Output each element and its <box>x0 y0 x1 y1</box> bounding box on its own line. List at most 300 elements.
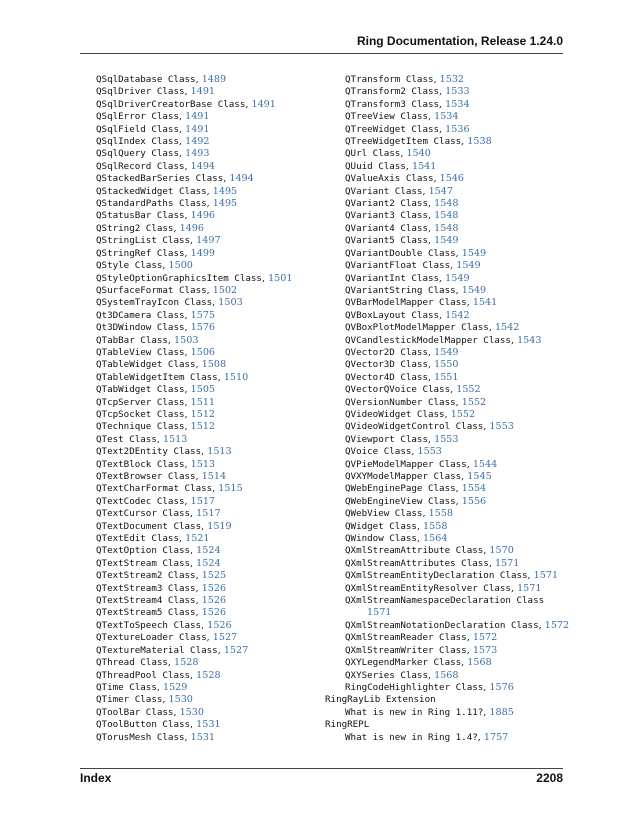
index-entry: QVector3D Class, 1550 <box>345 359 459 371</box>
index-entry: QVBarModelMapper Class, 1541 <box>345 297 498 309</box>
entry-page-link[interactable]: 1885 <box>489 706 514 718</box>
entry-name: QVersionNumber Class <box>345 396 456 408</box>
entry-page-link[interactable]: 1500 <box>168 260 193 272</box>
index-entry: QVariantString Class, 1549 <box>345 284 487 296</box>
index-entry: QXYLegendMarker Class, 1568 <box>345 657 492 669</box>
index-entry: QTextToSpeech Class, 1526 <box>96 619 232 631</box>
entry-page-link[interactable]: 1548 <box>434 210 459 222</box>
index-entry: QTextStream4 Class, 1526 <box>96 595 227 607</box>
entry-name: QTextOption Class <box>96 545 191 557</box>
entry-name: Qt3DWindow Class <box>96 322 185 334</box>
entry-name: QXmlStreamWriter Class <box>345 644 467 656</box>
index-entry: QTextureMaterial Class, 1527 <box>96 644 249 656</box>
index-entry: QVCandlestickModelMapper Class, 1543 <box>345 334 542 346</box>
entry-name: QStatusBar Class <box>96 210 185 222</box>
entry-name: QTest Class <box>96 433 157 445</box>
index-entry: QWindow Class, 1564 <box>345 533 448 545</box>
entry-page-link[interactable]: 1541 <box>472 297 498 309</box>
entry-page-link[interactable]: 1549 <box>461 247 487 259</box>
index-entry: QVideoWidgetControl Class, 1553 <box>345 421 514 433</box>
entry-name: QXmlStreamEntityDeclaration Class <box>345 570 528 582</box>
entry-page-link[interactable]: 1515 <box>218 483 243 495</box>
entry-page-link[interactable]: 1571 <box>517 582 542 594</box>
entry-name: QXmlStreamEntityResolver Class <box>345 582 511 594</box>
entry-name: QSqlField Class <box>96 123 179 135</box>
index-entry: QSystemTrayIcon Class, 1503 <box>96 297 243 309</box>
index-entry: QVariant5 Class, 1549 <box>345 235 459 247</box>
entry-name: QStandardPaths Class <box>96 198 207 210</box>
index-entry: QXmlStreamWriter Class, 1573 <box>345 644 498 656</box>
entry-page-link[interactable]: 1517 <box>196 508 221 520</box>
entry-name: QTextStream3 Class <box>96 582 196 594</box>
entry-page-link[interactable]: 1553 <box>489 421 514 433</box>
entry-name: QStyleOptionGraphicsItem Class <box>96 272 262 284</box>
index-entry: QSqlDriver Class, 1491 <box>96 86 216 98</box>
entry-page-link[interactable]: 1517 <box>190 495 216 507</box>
entry-page-link[interactable]: 1494 <box>190 160 216 172</box>
index-entry: QViewport Class, 1553 <box>345 433 459 445</box>
entry-name: QVCandlestickModelMapper Class <box>345 334 511 346</box>
index-entry: QTabBar Class, 1503 <box>96 334 199 346</box>
entry-page-link[interactable]: 1533 <box>445 86 470 98</box>
index-entry: QTreeWidgetItem Class, 1538 <box>345 136 492 148</box>
entry-page-link[interactable]: 1513 <box>162 433 188 445</box>
index-entry: QString2 Class, 1496 <box>96 222 204 234</box>
entry-name: QSqlDriver Class <box>96 86 185 98</box>
entry-page-link[interactable]: 1513 <box>207 446 232 458</box>
entry-page-link[interactable]: 1503 <box>218 297 243 309</box>
entry-page-link[interactable]: 1503 <box>174 334 199 346</box>
entry-name: QTransform2 Class <box>345 86 440 98</box>
entry-page-link[interactable]: 1492 <box>185 136 210 148</box>
entry-page-link[interactable]: 1553 <box>417 446 442 458</box>
index-entry: QSurfaceFormat Class, 1502 <box>96 284 238 296</box>
entry-page-link[interactable]: 1530 <box>168 694 193 706</box>
index-entry: QVBoxLayout Class, 1542 <box>345 309 470 321</box>
index-entry: QXYSeries Class, 1568 <box>345 669 459 681</box>
entry-page-link[interactable]: 1532 <box>439 74 465 85</box>
entry-page-link[interactable]: 1499 <box>190 247 216 259</box>
entry-page-link[interactable]: 1544 <box>472 458 498 470</box>
index-entry: QTcpServer Class, 1511 <box>96 396 216 408</box>
index-entry: QStyleOptionGraphicsItem Class, 1501 <box>96 272 293 284</box>
entry-page-link[interactable]: 1572 <box>472 632 498 644</box>
entry-name: QTime Class <box>96 681 157 693</box>
index-entry: QTabWidget Class, 1505 <box>96 384 216 396</box>
index-entry: Qt3DCamera Class, 1575 <box>96 309 216 321</box>
entry-name: QVector3D Class <box>345 359 428 371</box>
index-entry: QTextCursor Class, 1517 <box>96 508 221 520</box>
entry-page-link[interactable]: 1543 <box>517 334 542 346</box>
index-entry: QVariant2 Class, 1548 <box>345 198 459 210</box>
entry-page-link[interactable]: 1558 <box>428 508 453 520</box>
entry-name: RingREPL <box>325 719 370 731</box>
index-entry: QVPieModelMapper Class, 1544 <box>345 458 498 470</box>
entry-page-link[interactable]: 1495 <box>212 198 238 210</box>
index-entry: QTreeView Class, 1534 <box>345 111 459 123</box>
entry-name: QTorusMesh Class <box>96 731 185 743</box>
entry-page-link[interactable]: 1573 <box>472 644 498 656</box>
index-entry: QTransform Class, 1532 <box>345 74 465 85</box>
entry-name: QXmlStreamNotationDeclaration Class <box>345 619 539 631</box>
entry-name: QStringList Class <box>96 235 191 247</box>
entry-name: QTreeWidget Class <box>345 123 440 135</box>
entry-name: QThread Class <box>96 657 168 669</box>
entry-page-link[interactable]: 1571 <box>367 607 392 619</box>
entry-page-link[interactable]: 1549 <box>461 284 487 296</box>
entry-page-link[interactable]: 1538 <box>467 136 492 148</box>
index-entry: QTreeWidget Class, 1536 <box>345 123 470 135</box>
entry-name: QVariant2 Class <box>345 198 428 210</box>
entry-page-link[interactable]: 1568 <box>434 669 459 681</box>
index-entry: QTextStream3 Class, 1526 <box>96 582 227 594</box>
entry-name: QTextBlock Class <box>96 458 185 470</box>
index-entry: QToolBar Class, 1530 <box>96 706 204 718</box>
header-title: Ring Documentation, Release 1.24.0 <box>356 34 563 48</box>
index-entry: QThreadPool Class, 1528 <box>96 669 221 681</box>
entry-name: QSqlIndex Class <box>96 136 179 148</box>
entry-page-link[interactable]: 1528 <box>196 669 221 681</box>
entry-name: QTextDocument Class <box>96 520 202 532</box>
entry-page-link[interactable]: 1757 <box>483 731 509 743</box>
entry-name: QTextureMaterial Class <box>96 644 218 656</box>
entry-name: QWebView Class <box>345 508 423 520</box>
entry-name: QToolBar Class <box>96 706 174 718</box>
index-entry: QToolButton Class, 1531 <box>96 719 221 731</box>
index-entry <box>325 595 567 607</box>
index-entry: QTechnique Class, 1512 <box>96 421 216 433</box>
entry-page-link[interactable]: 1521 <box>185 533 210 545</box>
index-entry: QWebEngineView Class, 1556 <box>345 495 487 507</box>
entry-page-link[interactable]: 1536 <box>445 123 470 135</box>
entry-page-link[interactable]: 1491 <box>185 111 210 123</box>
footer-page-number: 2208 <box>536 771 563 785</box>
entry-page-link[interactable]: 1512 <box>190 408 216 420</box>
entry-page-link[interactable]: 1572 <box>544 619 570 631</box>
entry-name: QWidget Class <box>345 520 417 532</box>
index-entry: QTime Class, 1529 <box>96 681 188 693</box>
index-entry: QVector2D Class, 1549 <box>345 346 459 358</box>
index-entry: QSqlError Class, 1491 <box>96 111 210 123</box>
entry-name: QTabBar Class <box>96 334 168 346</box>
entry-page-link[interactable]: 1525 <box>201 570 227 582</box>
entry-page-link[interactable]: 1497 <box>196 235 221 247</box>
index-entry: QVariant3 Class, 1548 <box>345 210 459 222</box>
entry-page-link[interactable]: 1531 <box>190 731 216 743</box>
index-entry: QTextOption Class, 1524 <box>96 545 221 557</box>
entry-name: RingRayLib Extension <box>325 694 436 706</box>
entry-page-link[interactable]: 1551 <box>434 371 459 383</box>
entry-page-link[interactable]: 1575 <box>190 309 216 321</box>
entry-page-link[interactable]: 1514 <box>201 471 227 482</box>
entry-page-link[interactable]: 1496 <box>179 222 204 234</box>
index-entry: QVideoWidget Class, 1552 <box>345 408 476 420</box>
entry-name: QSqlError Class <box>96 111 179 123</box>
entry-page-link[interactable]: 1512 <box>190 421 216 433</box>
index-entry: QStringList Class, 1497 <box>96 235 221 247</box>
entry-page-link[interactable]: 1489 <box>201 74 227 85</box>
entry-page-link[interactable]: 1541 <box>411 160 437 172</box>
index-entry: QTest Class, 1513 <box>96 433 188 445</box>
index-entry: QXmlStreamEntityResolver Class, 1571 <box>345 582 542 594</box>
entry-page-link[interactable]: 1530 <box>179 706 204 718</box>
index-entry: QSqlDriverCreatorBase Class, 1491 <box>96 98 276 110</box>
entry-name: QVideoWidget Class <box>345 408 445 420</box>
index-entry: QText2DEntity Class, 1513 <box>96 446 232 458</box>
index-entry: QXmlStreamEntityDeclaration Class, 1571 <box>345 570 559 582</box>
index-entry: RingCodeHighlighter Class, 1576 <box>345 681 514 693</box>
index-entry: QXmlStreamAttributes Class, 1571 <box>345 557 520 569</box>
entry-name: QStyle Class <box>96 260 163 272</box>
entry-name: QTextToSpeech Class <box>96 619 202 631</box>
entry-page-link[interactable]: 1526 <box>201 582 227 594</box>
entry-name: QTabWidget Class <box>96 384 185 396</box>
entry-page-link[interactable]: 1552 <box>450 408 476 420</box>
entry-name: QVariant3 Class <box>345 210 428 222</box>
entry-name: QXmlStreamAttribute Class <box>345 545 484 557</box>
index-entry: QUuid Class, 1541 <box>345 160 437 172</box>
entry-name: QTableView Class <box>96 346 185 358</box>
entry-name: QWindow Class <box>345 533 417 545</box>
running-header <box>80 34 563 48</box>
entry-name: QVariant Class <box>345 185 423 197</box>
index-entry: QVariant Class, 1547 <box>345 185 453 197</box>
entry-name: QTextBrowser Class <box>96 471 196 482</box>
entry-page-link[interactable]: 1564 <box>423 533 448 545</box>
index-entry: QVariantInt Class, 1549 <box>345 272 470 284</box>
index-entry <box>325 719 567 731</box>
index-entry: QWebEnginePage Class, 1554 <box>345 483 487 495</box>
entry-name: QTextEdit Class <box>96 533 179 545</box>
entry-name: QSqlDatabase Class <box>96 74 196 85</box>
entry-name: QTcpServer Class <box>96 396 185 408</box>
index-entry: QStatusBar Class, 1496 <box>96 210 216 222</box>
index-entry: QWidget Class, 1558 <box>345 520 448 532</box>
entry-page-link[interactable]: 1527 <box>212 632 238 644</box>
entry-page-link[interactable]: 1548 <box>434 198 459 210</box>
entry-page-link[interactable]: 1549 <box>456 260 481 272</box>
index-entry: QTextStream Class, 1524 <box>96 557 221 569</box>
entry-page-link[interactable]: 1526 <box>207 619 232 631</box>
entry-page-link[interactable]: 1568 <box>467 657 492 669</box>
entry-page-link[interactable]: 1531 <box>196 719 221 731</box>
entry-name: QVoice Class <box>345 446 412 458</box>
index-entry: QSqlRecord Class, 1494 <box>96 160 216 172</box>
entry-page-link[interactable]: 1527 <box>223 644 249 656</box>
index-entry: QVersionNumber Class, 1552 <box>345 396 487 408</box>
entry-page-link[interactable]: 1552 <box>461 396 487 408</box>
entry-page-link[interactable]: 1534 <box>445 98 470 110</box>
entry-page-link[interactable]: 1496 <box>190 210 216 222</box>
index-entry: QTextCodec Class, 1517 <box>96 495 216 507</box>
entry-page-link[interactable]: 1495 <box>212 185 238 197</box>
entry-page-link[interactable]: 1529 <box>162 681 188 693</box>
entry-page-link[interactable]: 1571 <box>494 557 520 569</box>
entry-page-link[interactable]: 1508 <box>201 359 227 371</box>
index-entry: QVoice Class, 1553 <box>345 446 442 458</box>
entry-page-link[interactable]: 1524 <box>196 545 221 557</box>
entry-page-link[interactable]: 1534 <box>434 111 459 123</box>
index-entry: QValueAxis Class, 1546 <box>345 173 465 185</box>
index-entry: QTimer Class, 1530 <box>96 694 193 706</box>
index-entry: QUrl Class, 1540 <box>345 148 431 160</box>
index-entry: QStringRef Class, 1499 <box>96 247 216 259</box>
entry-name: QWebEnginePage Class <box>345 483 456 495</box>
entry-page-link[interactable]: 1524 <box>196 557 221 569</box>
index-entry: QVXYModelMapper Class, 1545 <box>345 471 492 482</box>
entry-page-link[interactable]: 1510 <box>223 371 249 383</box>
entry-page-link[interactable]: 1576 <box>190 322 216 334</box>
index-entry: QSqlField Class, 1491 <box>96 123 210 135</box>
entry-name: QThreadPool Class <box>96 669 191 681</box>
entry-page-link[interactable]: 1506 <box>190 346 216 358</box>
entry-name: QXmlStreamReader Class <box>345 632 467 644</box>
entry-page-link[interactable]: 1540 <box>406 148 431 160</box>
entry-name: QText2DEntity Class <box>96 446 202 458</box>
index-column-right <box>325 74 570 744</box>
entry-page-link[interactable]: 1571 <box>533 570 559 582</box>
entry-name: QVariantFloat Class <box>345 260 451 272</box>
index-entry: What is new in Ring 1.4?, 1757 <box>345 731 509 743</box>
entry-page-link[interactable]: 1545 <box>467 471 492 482</box>
entry-name: QTextStream5 Class <box>96 607 196 619</box>
entry-name: QVBoxPlotModelMapper Class <box>345 322 489 334</box>
entry-page-link[interactable]: 1556 <box>461 495 487 507</box>
entry-page-link[interactable]: 1549 <box>434 235 459 247</box>
entry-name: QTableWidgetItem Class <box>96 371 218 383</box>
entry-page-link[interactable]: 1558 <box>423 520 448 532</box>
entry-name: QTechnique Class <box>96 421 185 433</box>
index-entry: QThread Class, 1528 <box>96 657 199 669</box>
entry-name: QTimer Class <box>96 694 163 706</box>
entry-name: QXmlStreamAttributes Class <box>345 557 489 569</box>
entry-name: QVPieModelMapper Class <box>345 458 467 470</box>
index-entry: QTextEdit Class, 1521 <box>96 533 210 545</box>
entry-page-link[interactable]: 1491 <box>251 98 276 110</box>
index-entry: QTcpSocket Class, 1512 <box>96 408 216 420</box>
entry-name: QUrl Class <box>345 148 401 160</box>
entry-page-link[interactable]: 1493 <box>185 148 210 160</box>
index-entry: QVariantDouble Class, 1549 <box>345 247 487 259</box>
index-entry: QVariantFloat Class, 1549 <box>345 260 481 272</box>
entry-name: QVXYModelMapper Class <box>345 471 462 482</box>
entry-page-link[interactable]: 1549 <box>445 272 470 284</box>
entry-page-link[interactable]: 1526 <box>201 607 227 619</box>
entry-name: QVariantDouble Class <box>345 247 456 259</box>
index-entry: QXmlStreamNotationDeclaration Class, 1572 <box>345 619 570 631</box>
entry-page-link[interactable]: 1519 <box>207 520 232 532</box>
entry-page-link[interactable]: 1552 <box>456 384 481 396</box>
index-entry: QTransform2 Class, 1533 <box>345 86 470 98</box>
entry-name: QStackedBarSeries Class <box>96 173 224 185</box>
index-entry: QTextBrowser Class, 1514 <box>96 471 227 482</box>
index-entry: Qt3DWindow Class, 1576 <box>96 322 216 334</box>
entry-name: QTextureLoader Class <box>96 632 207 644</box>
entry-name: QXYSeries Class <box>345 669 428 681</box>
index-entry: QTextStream2 Class, 1525 <box>96 570 227 582</box>
entry-name: QVariantInt Class <box>345 272 440 284</box>
entry-page-link[interactable]: 1511 <box>190 396 216 408</box>
entry-name: QWebEngineView Class <box>345 495 456 507</box>
index-entry: QStackedWidget Class, 1495 <box>96 185 238 197</box>
entry-name: QXYLegendMarker Class <box>345 657 462 669</box>
index-entry: QTorusMesh Class, 1531 <box>96 731 216 743</box>
entry-name: QTreeView Class <box>345 111 428 123</box>
entry-name: QVectorQVoice Class <box>345 384 451 396</box>
entry-page-link[interactable]: 1528 <box>174 657 199 669</box>
entry-name: QTextCharFormat Class <box>96 483 213 495</box>
entry-page-link[interactable]: 1542 <box>445 309 470 321</box>
entry-name: Qt3DCamera Class <box>96 309 185 321</box>
footer-rule <box>80 768 563 769</box>
entry-page-link[interactable]: 1542 <box>494 322 520 334</box>
index-entry: QTableView Class, 1506 <box>96 346 216 358</box>
entry-name: QVariantString Class <box>345 284 456 296</box>
index-entry: QVBoxPlotModelMapper Class, 1542 <box>345 322 520 334</box>
entry-page-link[interactable]: 1491 <box>185 123 210 135</box>
entry-name: QTableWidget Class <box>96 359 196 371</box>
entry-name: QVBoxLayout Class <box>345 309 440 321</box>
entry-page-link[interactable]: 1494 <box>229 173 254 185</box>
index-entry: QXmlStreamReader Class, 1572 <box>345 632 498 644</box>
entry-page-link[interactable]: 1513 <box>190 458 216 470</box>
entry-name: QSqlRecord Class <box>96 160 185 172</box>
index-entry: QTableWidget Class, 1508 <box>96 359 227 371</box>
entry-name: QSurfaceFormat Class <box>96 284 207 296</box>
entry-page-link[interactable]: 1547 <box>428 185 453 197</box>
entry-name: QToolButton Class <box>96 719 191 731</box>
index-entry: What is new in Ring 1.11?, 1885 <box>345 706 514 718</box>
index-entry: QTextDocument Class, 1519 <box>96 520 232 532</box>
entry-name: RingCodeHighlighter Class <box>345 681 484 693</box>
entry-page-link[interactable]: 1501 <box>268 272 293 284</box>
entry-name: QTextStream4 Class <box>96 595 196 607</box>
index-entry: QXmlStreamAttribute Class, 1570 <box>345 545 514 557</box>
entry-page-link[interactable]: 1553 <box>434 433 459 445</box>
entry-name: QTcpSocket Class <box>96 408 185 420</box>
header-rule <box>80 53 563 54</box>
entry-name: QXmlStreamNamespaceDeclaration Class <box>345 595 545 607</box>
entry-page-link[interactable]: 1502 <box>212 284 238 296</box>
entry-page-link[interactable]: 1491 <box>190 86 216 98</box>
entry-name: QSqlQuery Class <box>96 148 179 160</box>
entry-page-link[interactable]: 1548 <box>434 222 459 234</box>
entry-page-link[interactable]: 1570 <box>489 545 514 557</box>
entry-name: QVariant4 Class <box>345 222 428 234</box>
entry-name: QString2 Class <box>96 222 174 234</box>
index-entry: QStyle Class, 1500 <box>96 260 193 272</box>
entry-name: QTransform Class <box>345 74 434 85</box>
entry-name: QTextStream Class <box>96 557 191 569</box>
entry-page-link[interactable]: 1526 <box>201 595 227 607</box>
entry-name: QUuid Class <box>345 160 406 172</box>
entry-name: QViewport Class <box>345 433 428 445</box>
index-entry: QTableWidgetItem Class, 1510 <box>96 371 249 383</box>
entry-page-link[interactable]: 1554 <box>461 483 487 495</box>
entry-page-link[interactable]: 1550 <box>434 359 459 371</box>
index-entry: QVector4D Class, 1551 <box>345 371 459 383</box>
entry-page-link[interactable]: 1549 <box>434 346 459 358</box>
entry-name: QSystemTrayIcon Class <box>96 297 213 309</box>
entry-page-link[interactable]: 1546 <box>439 173 465 185</box>
entry-name: QVector4D Class <box>345 371 428 383</box>
entry-page-link[interactable]: 1576 <box>489 681 514 693</box>
entry-name: QVariant5 Class <box>345 235 428 247</box>
entry-page-link[interactable]: 1505 <box>190 384 216 396</box>
index-entry: QTextCharFormat Class, 1515 <box>96 483 243 495</box>
index-entry: QSqlDatabase Class, 1489 <box>96 74 227 85</box>
index-entry <box>325 694 567 706</box>
